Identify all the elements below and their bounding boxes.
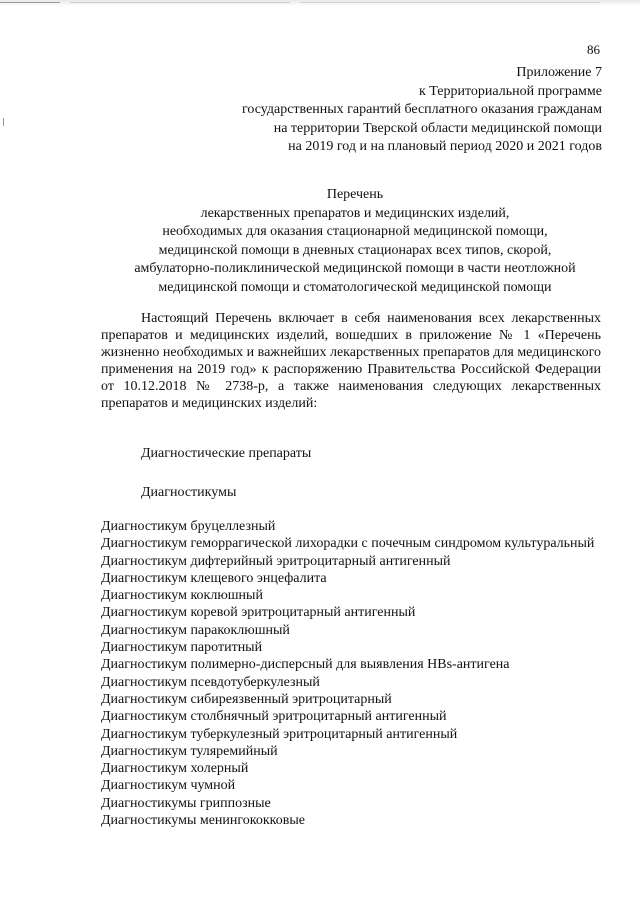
list-item: Диагностикум коревой эритроцитарный антигенный — [101, 605, 416, 621]
title-line: амбулаторно-поликлинической медицинской помощи в части неотложной — [134, 261, 576, 276]
list-item: Диагностикум полимерно-дисперсный для выявления HBs-антигена — [101, 657, 510, 673]
list-item: Диагностикум клещевого энцефалита — [101, 570, 327, 586]
scan-edge — [0, 0, 640, 6]
list-item: Диагностикум холерный — [101, 761, 249, 777]
annex-line: на территории Тверской области медицинской помощи — [273, 120, 602, 136]
list-item: Диагностикум туляремийный — [101, 743, 278, 759]
intro-paragraph: Настоящий Перечень включает в себя наименования всех лекарственных препаратов и медицинских изделий, вошедших в приложение № 1 «Перечень жизненно необходимых и важнейших лекарственных препаратов для медицинского применения на 2019 год» к распоряжению Правительства Российской Федерации от 10.12.2018 № 2738-р, а также наименования следующих лекарственных препаратов и медицинских изделий: — [101, 311, 601, 411]
annex-header — [242, 64, 602, 157]
annex-line: Приложение 7 — [516, 65, 602, 80]
list-item: Диагностикум паротитный — [101, 640, 263, 656]
list-item: Диагностикум паракоклюшный — [101, 622, 290, 638]
title-line: медицинской помощи в дневных стационарах всех типов, скорой, — [158, 242, 552, 258]
list-item: Диагностикум туберкулезный эритроцитарный антигенный — [101, 726, 458, 742]
document-title — [90, 186, 620, 297]
list-item: Диагностикумы гриппозные — [101, 795, 271, 811]
list-item: Диагностикум дифтерийный эритроцитарный антигенный — [101, 553, 451, 569]
title-line: Перечень — [326, 187, 384, 202]
list-item: Диагностикум сибиреязвенный эритроцитарный — [101, 691, 392, 707]
annex-line: государственных гарантий бесплатного оказания гражданам — [241, 102, 602, 117]
annex-line: к Территориальной программе — [418, 83, 602, 99]
title-line: лекарственных препаратов и медицинских изделий, — [200, 205, 510, 221]
title-line: медицинской помощи и стоматологической медицинской помощи — [158, 279, 552, 295]
subsection-heading: Диагностикумы — [141, 485, 237, 500]
list-item: Диагностикум бруцеллезный — [101, 519, 276, 534]
margin-mark — [3, 118, 4, 126]
page-number: 86 — [587, 42, 600, 57]
list-item: Диагностикум коклюшный — [101, 588, 263, 604]
diagnostics-list — [101, 518, 601, 829]
list-item: Диагностикум геморрагической лихорадки с почечным синдромом культуральный — [101, 536, 595, 552]
list-item: Диагностикум столбнячный эритроцитарный антигенный — [101, 709, 447, 725]
list-item: Диагностикум чумной — [101, 778, 236, 794]
title-line: необходимых для оказания стационарной медицинской помощи, — [162, 224, 548, 239]
list-item: Диагностикум псевдотуберкулезный — [101, 674, 320, 690]
list-item: Диагностикумы менингококковые — [101, 813, 306, 829]
section-heading: Диагностические препараты — [141, 446, 312, 461]
annex-line: на 2019 год и на плановый период 2020 и 2021 годов — [288, 139, 602, 154]
